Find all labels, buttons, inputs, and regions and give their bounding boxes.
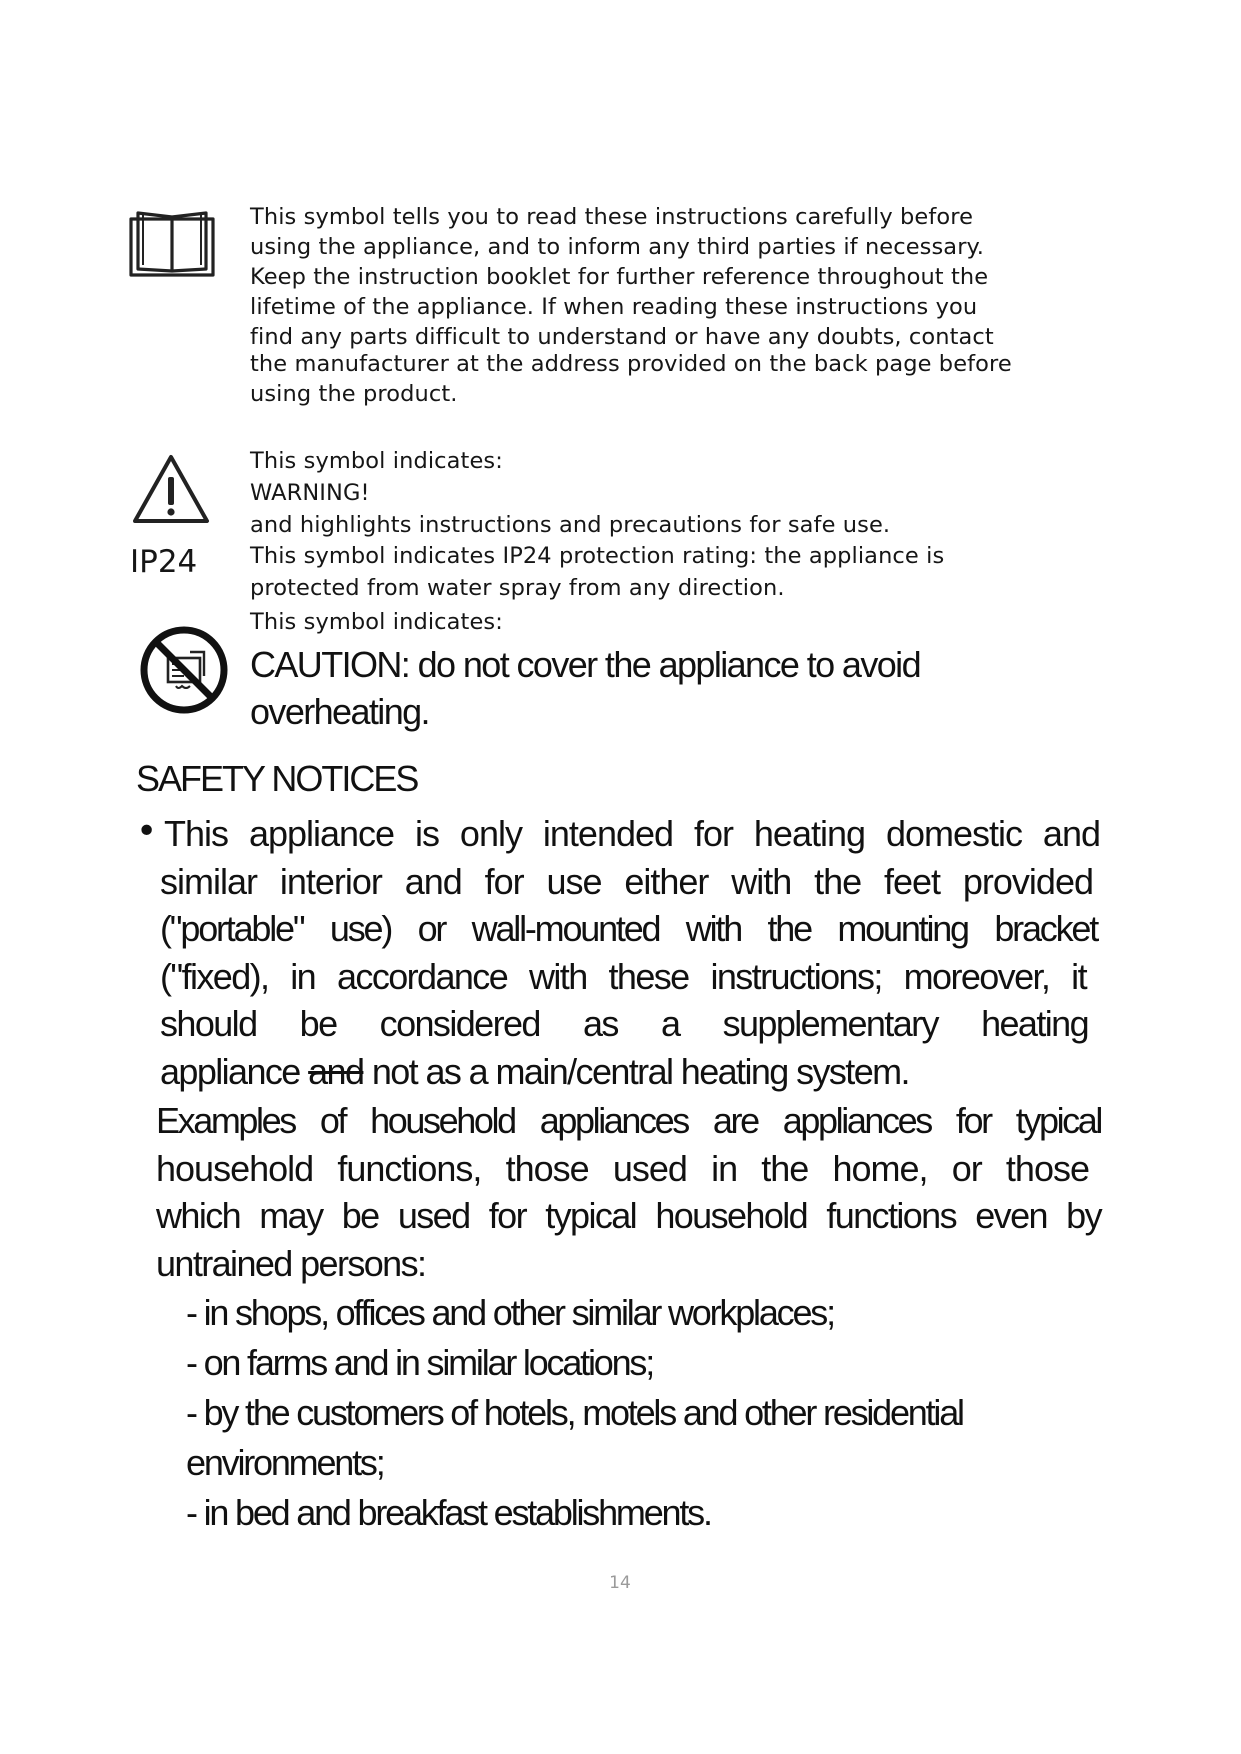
examples-list — [186, 1288, 963, 1538]
read-line: This symbol tells you to read these instructions carefully before — [250, 204, 974, 230]
bullet-last-line — [160, 1048, 1100, 1096]
struck-word: and — [308, 1050, 364, 1092]
last-line-end: not as a main/central heating system. — [371, 1050, 909, 1092]
read-line: Keep the instruction booklet for further reference throughout the — [250, 264, 989, 290]
open-book-icon — [129, 209, 215, 279]
list-item: - by the customers of hotels, motels and other residential — [186, 1392, 963, 1433]
examples-line: which may be used for typical household functions even by — [156, 1195, 1101, 1236]
read-line: the manufacturer at the address provided on the back page before — [250, 351, 1012, 377]
safety-notices-heading: SAFETY NOTICES — [136, 758, 418, 799]
caution-text — [250, 641, 920, 735]
list-item: environments; — [186, 1442, 384, 1483]
ip-line: This symbol indicates IP24 protection rating: the appliance is — [250, 543, 945, 569]
bullet-line: ("portable" use) or wall-mounted with the mounting bracket — [160, 908, 1097, 949]
caution-line: overheating. — [250, 691, 429, 732]
list-item: - on farms and in similar locations; — [186, 1342, 654, 1383]
bullet-line: should be considered as a supplementary heating — [160, 1003, 1088, 1044]
do-not-cover-icon — [138, 624, 230, 716]
list-item: - in shops, offices and other similar workplaces; — [186, 1292, 834, 1333]
bullet-line: similar interior and for use either with the feet provided — [160, 860, 1093, 902]
bullet-icon: • — [136, 811, 158, 852]
warning-line: and highlights instructions and precautions for safe use. — [250, 512, 891, 538]
examples-line: household functions, those used in the home, or those — [156, 1147, 1089, 1189]
page-number: 14 — [609, 1573, 631, 1593]
bullet-paragraph — [160, 810, 1100, 1095]
caution-line: CAUTION: do not cover the appliance to avoid — [250, 644, 920, 685]
read-line: using the product. — [250, 381, 458, 407]
examples-paragraph — [156, 1097, 1101, 1287]
read-line: using the appliance, and to inform any third parties if necessary. — [250, 234, 985, 260]
examples-line: Examples of household appliances are appliances for typical — [156, 1100, 1101, 1141]
examples-line: untrained persons: — [156, 1242, 426, 1284]
warning-text — [250, 446, 890, 540]
ip-line: protected from water spray from any direction. — [250, 575, 785, 601]
warning-label: WARNING! — [250, 480, 370, 506]
last-line-start: appliance — [160, 1050, 300, 1092]
bullet-line: This appliance is only intended for heating domestic and — [164, 813, 1100, 854]
read-line: find any parts difficult to understand or have any doubts, contact — [250, 324, 994, 350]
list-item: - in bed and breakfast establishments. — [186, 1492, 711, 1533]
read-line: lifetime of the appliance. If when reading these instructions you — [250, 294, 978, 320]
ip24-label: IP24 — [130, 544, 198, 580]
caution-intro: This symbol indicates: — [250, 609, 503, 635]
bullet-line: ("fixed), in accordance with these instructions; moreover, it — [160, 955, 1086, 997]
warning-line: This symbol indicates: — [250, 448, 503, 474]
ip24-text — [250, 541, 944, 603]
warning-triangle-icon — [131, 453, 211, 525]
read-instructions-text — [250, 202, 1012, 409]
